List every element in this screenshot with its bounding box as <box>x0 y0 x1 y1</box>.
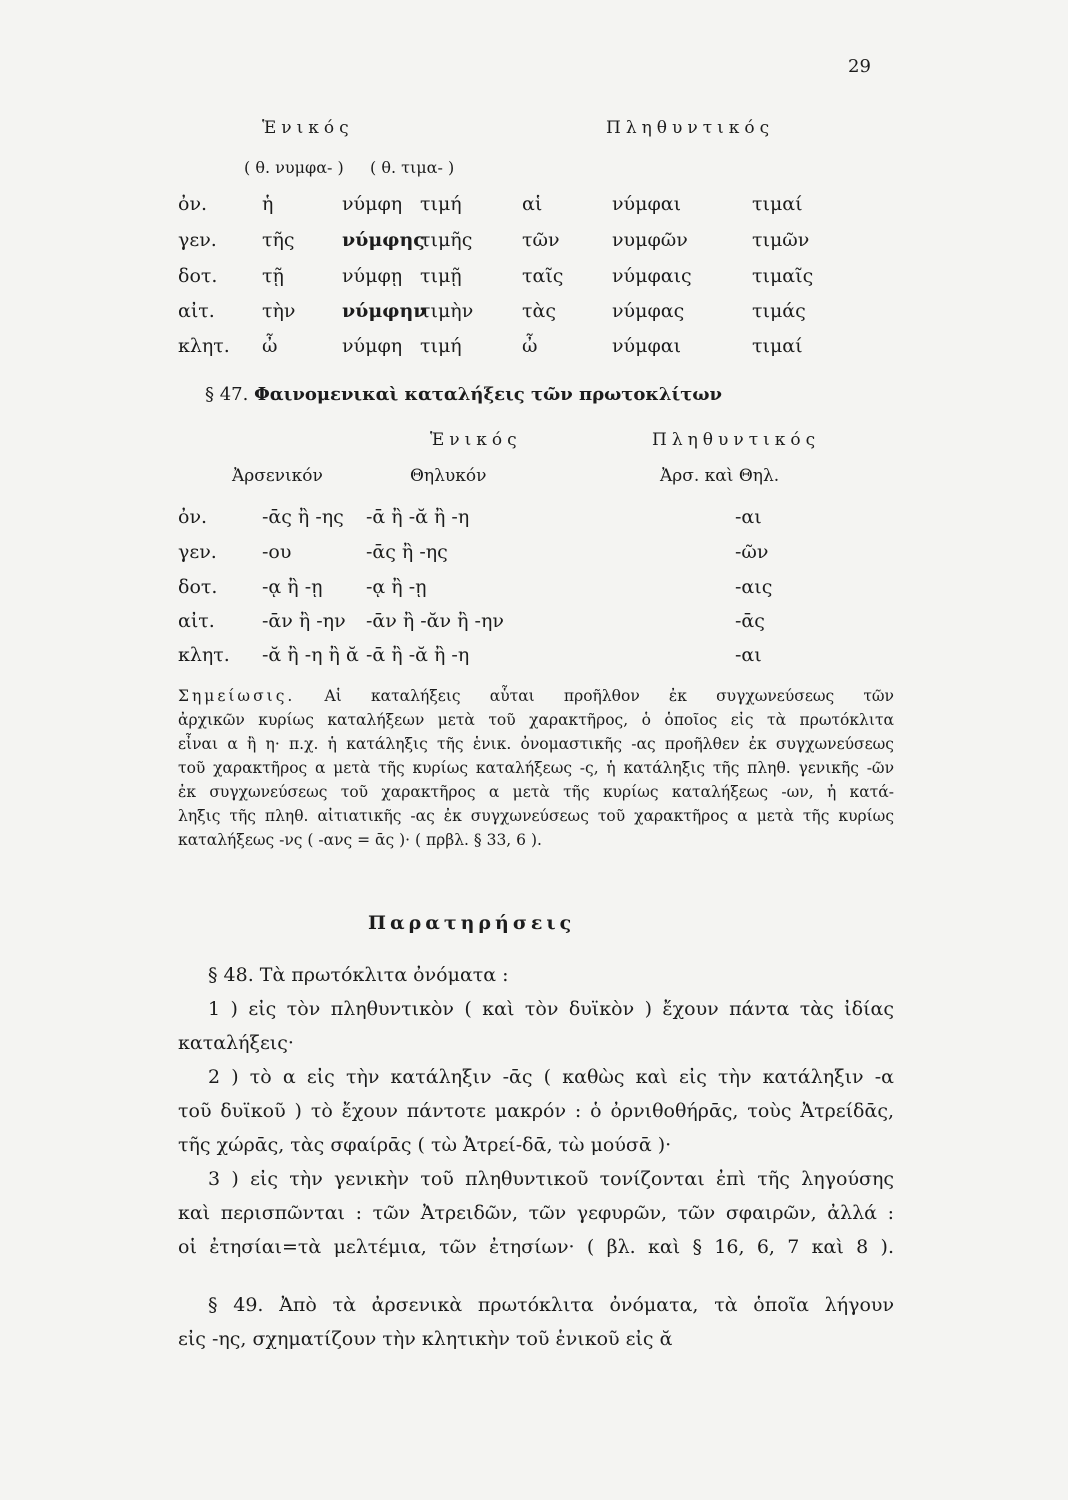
masc-ending: -ᾰ ἢ -η ἢ ᾰ <box>262 644 359 666</box>
note-line: καταλήξεως -νς ( -ανς = ᾱς )· ( πρβλ. § 33, 6 ). <box>178 831 542 849</box>
section-49-line: § 49. Ἀπὸ τὰ ἀρσενικὰ πρωτόκλιτα ὀνόματα, τὰ ὁποῖα λήγουν <box>208 1294 894 1316</box>
section-48-line: 1 ) εἰς τὸν πληθυντικὸν ( καὶ τὸν δυϊκὸν ) ἔχουν πάντα τὰς ἰδίας <box>208 998 894 1020</box>
section-47-title: Φαινομενικαὶ καταλήξεις τῶν πρωτοκλίτων <box>254 384 722 405</box>
note-line: Σημείωσις. Αἱ καταλήξεις αὗται προῆλθον ἐκ συγχωνεύσεως τῶν <box>178 687 894 705</box>
section-48-line: τοῦ δυϊκοῦ ) τὸ ἔχουν πάντοτε μακρόν : ὁ ὀρνιθοθήρᾱς, τοὺς Ἀτρείδᾱς, <box>178 1100 894 1122</box>
article-pl: ὦ <box>522 335 538 357</box>
note-line: ἀρχικῶν κυρίως καταλήξεων μετὰ τοῦ χαρακτῆρος, ὁ ὁποῖος εἰς τὰ πρωτόκλιτα <box>178 711 894 729</box>
case-label: δοτ. <box>178 265 218 287</box>
article-sg: ἡ <box>262 193 274 215</box>
note-label: Σημείωσις. <box>178 687 296 705</box>
noun-sg: νύμφην <box>342 300 427 322</box>
case-label: κλητ. <box>178 335 230 357</box>
section-48 <box>178 958 894 1264</box>
section-48-line: 2 ) τὸ α εἰς τὴν κατάληξιν -ᾱς ( καθὼς καὶ εἰς τὴν κατάληξιν -α <box>208 1066 894 1088</box>
section-49 <box>178 1288 894 1356</box>
article-sg: ὦ <box>262 335 278 357</box>
noun-pl: νυμφῶν <box>612 229 688 251</box>
section-48-line: § 48. Τὰ πρωτόκλιτα ὀνόματα : <box>208 964 509 986</box>
masc-ending: -ᾱς ἢ -ης <box>262 506 344 528</box>
noun-pl: νύμφας <box>612 300 685 322</box>
fem-ending: -ᾱ ἢ -ᾰ ἢ -η <box>366 644 470 666</box>
note-line: τοῦ χαρακτῆρος α μετὰ τῆς κυρίως καταλήξεως -ς, ἡ κατάληξις τῆς πληθ. γενικῆς -ῶν <box>178 759 894 777</box>
case-label: δοτ. <box>178 576 218 598</box>
section-47-heading <box>205 384 722 405</box>
section-48-line: οἱ ἐτησίαι=τὰ μελτέμια, τῶν ἐτησίων· ( βλ. καὶ § 16, 6, 7 καὶ 8 ). <box>178 1236 894 1258</box>
noun-sg: νύμφη <box>342 335 403 357</box>
noun-sg: νύμφῃ <box>342 265 403 287</box>
article-sg: τῆς <box>262 229 295 251</box>
noun-sg: νύμφη <box>342 193 403 215</box>
header-singular: Ἑνικός <box>262 118 354 138</box>
masc-ending: -ου <box>262 541 292 563</box>
noun2-sg: τιμῆς <box>420 229 473 251</box>
noun2-pl: τιμαί <box>752 193 803 215</box>
article-pl: αἱ <box>522 193 543 215</box>
plural-ending: -αι <box>735 644 762 666</box>
masc-ending: -ᾱν ἢ -ην <box>262 610 346 632</box>
article-pl: ταῖς <box>522 265 564 287</box>
section-48-line: τῆς χώρᾱς, τὰς σφαίρᾱς ( τὼ Ἀτρεί-δᾱ, τὼ μούσᾱ )· <box>178 1134 672 1156</box>
case-label: γεν. <box>178 541 217 563</box>
article-sg: τὴν <box>262 300 296 322</box>
note-paragraph <box>178 684 894 852</box>
case-label: αἰτ. <box>178 300 215 322</box>
noun2-pl: τιμαί <box>752 335 803 357</box>
header-plural: Πληθυντικός <box>652 430 821 450</box>
case-label: ὀν. <box>178 506 208 528</box>
noun2-sg: τιμὴν <box>420 300 474 322</box>
noun2-sg: τιμή <box>420 335 462 357</box>
fem-ending: -ᾱς ἢ -ης <box>366 541 448 563</box>
plural-ending: -ᾱς <box>735 610 765 632</box>
note-line: εἶναι α ἢ η· π.χ. ἡ κατάληξις τῆς ἑνικ. ὀνομαστικῆς -ας προῆλθεν ἐκ συγχωνεύσεως <box>178 735 894 753</box>
section-48-line: 3 ) εἰς τὴν γενικὴν τοῦ πληθυντικοῦ τονίζονται ἐπὶ τῆς ληγούσης <box>208 1168 894 1190</box>
noun2-pl: τιμάς <box>752 300 806 322</box>
section-47-label: § 47. <box>205 384 249 405</box>
gender-plural: Ἀρσ. καὶ Θηλ. <box>660 466 780 486</box>
article-pl: τῶν <box>522 229 560 251</box>
noun2-sg: τιμή <box>420 193 462 215</box>
stem-nympha: ( θ. νυμφα- ) <box>244 158 344 177</box>
section-49-line: εἰς -ης, σχηματίζουν τὴν κλητικὴν τοῦ ἑνικοῦ εἰς ᾰ <box>178 1328 673 1350</box>
noun-pl: νύμφαις <box>612 265 692 287</box>
note-line: ληξις τῆς πληθ. αἰτιατικῆς -ας ἐκ συγχωνεύσεως τοῦ χαρακτῆρος α μετὰ τῆς κυρίως <box>178 807 894 825</box>
noun-pl: νύμφαι <box>612 193 682 215</box>
fem-ending: -ᾱν ἢ -ᾰν ἢ -ην <box>366 610 504 632</box>
plural-ending: -ῶν <box>735 541 769 563</box>
header-singular: Ἑνικός <box>430 430 522 450</box>
section-48-line: καὶ περισπῶνται : τῶν Ἀτρειδῶν, τῶν γεφυρῶν, τῶν σφαιρῶν, ἀλλά : <box>178 1202 894 1224</box>
header-plural: Πληθυντικός <box>606 118 775 138</box>
article-pl: τὰς <box>522 300 556 322</box>
stem-tima: ( θ. τιμα- ) <box>370 158 455 177</box>
noun-sg: νύμφης <box>342 229 425 251</box>
case-label: κλητ. <box>178 644 230 666</box>
case-label: αἰτ. <box>178 610 215 632</box>
observations-heading: Παρατηρήσεις <box>368 912 576 934</box>
gender-masculine: Ἀρσενικόν <box>232 466 323 486</box>
plural-ending: -αις <box>735 576 773 598</box>
note-line: ἐκ συγχωνεύσεως τοῦ χαρακτῆρος α μετὰ τῆς κυρίως καταλήξεως -ων, ἡ κατά- <box>178 783 894 801</box>
noun2-sg: τιμῇ <box>420 265 462 287</box>
fem-ending: -ᾳ ἢ -ῃ <box>366 576 427 598</box>
case-label: ὀν. <box>178 193 208 215</box>
case-label: γεν. <box>178 229 217 251</box>
noun-pl: νύμφαι <box>612 335 682 357</box>
plural-ending: -αι <box>735 506 762 528</box>
fem-ending: -ᾱ ἢ -ᾰ ἢ -η <box>366 506 470 528</box>
article-sg: τῇ <box>262 265 284 287</box>
gender-feminine: Θηλυκόν <box>410 466 487 486</box>
masc-ending: -ᾳ ἢ -ῃ <box>262 576 323 598</box>
noun2-pl: τιμῶν <box>752 229 810 251</box>
noun2-pl: τιμαῖς <box>752 265 814 287</box>
page-number: 29 <box>848 56 871 77</box>
section-48-line: καταλήξεις· <box>178 1032 294 1054</box>
